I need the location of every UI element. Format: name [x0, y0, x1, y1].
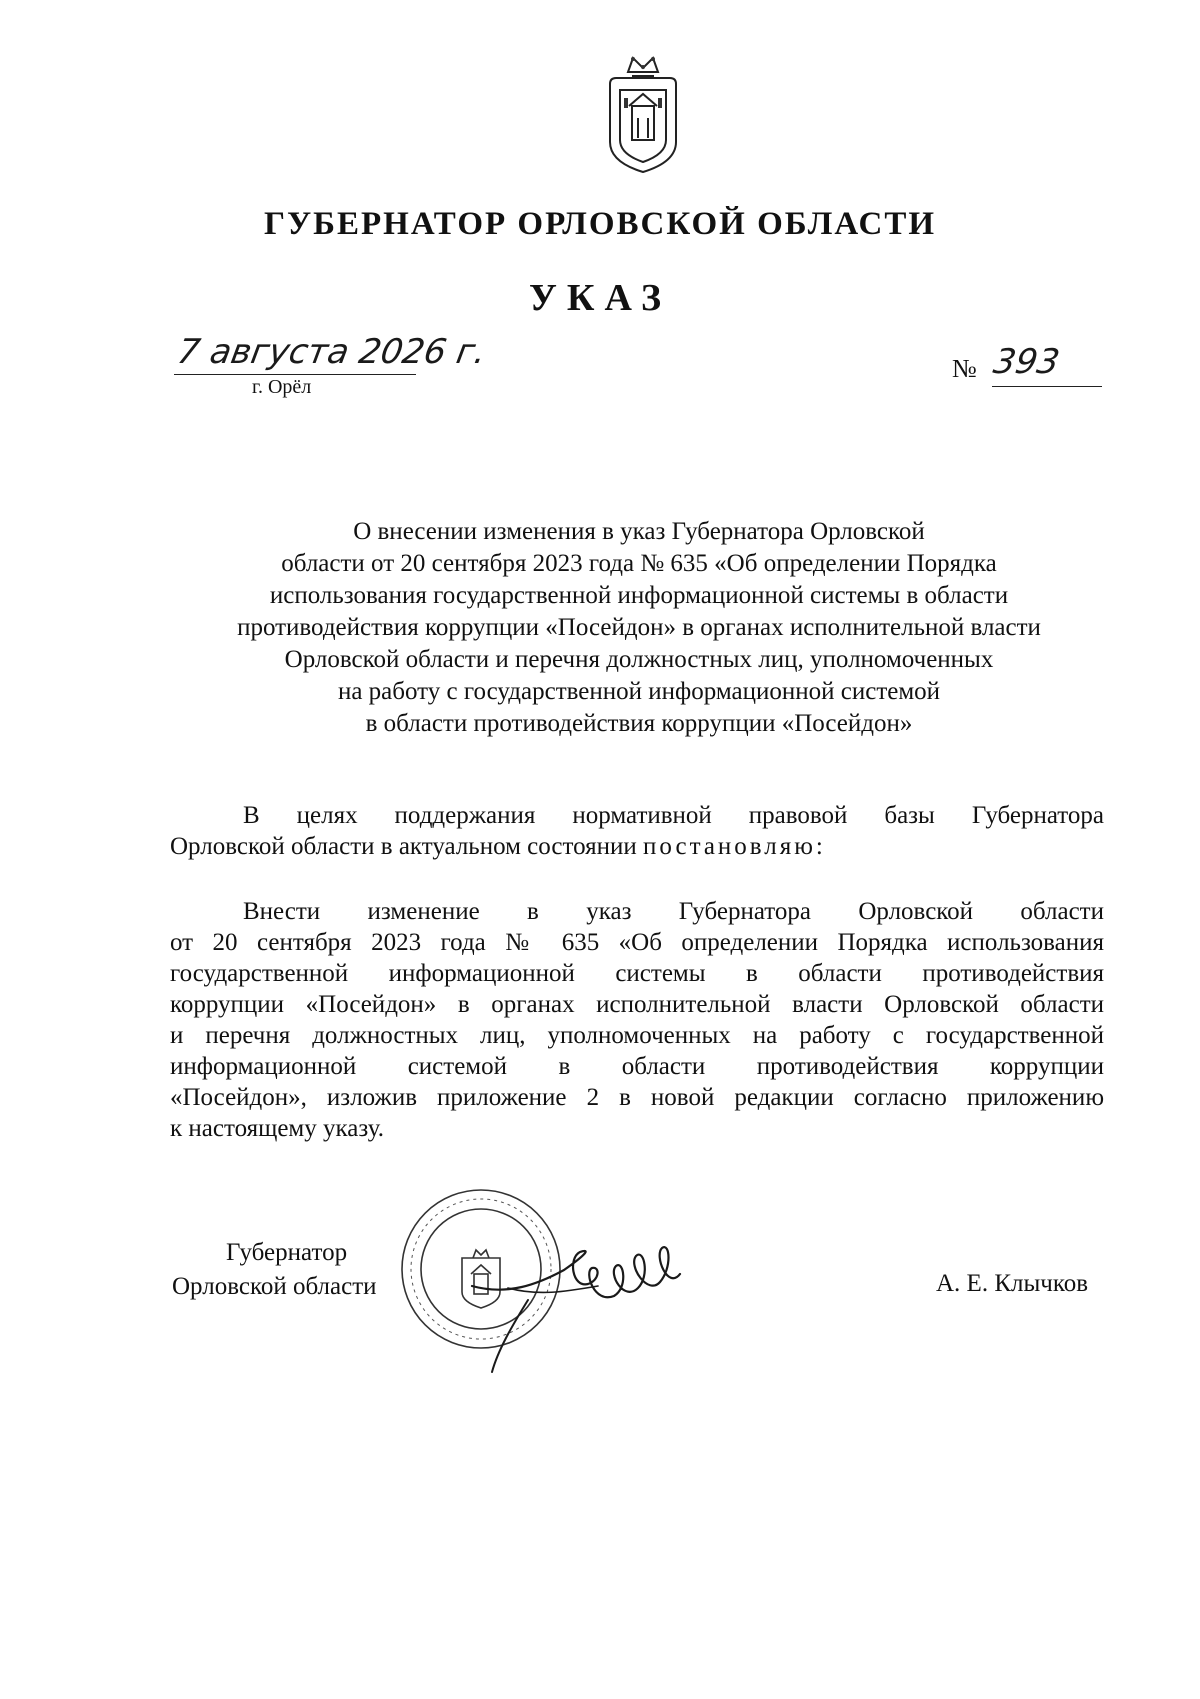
handwritten-signature-icon: [468, 1226, 698, 1376]
signatory-name: А. Е. Клычков: [936, 1270, 1089, 1297]
signatory-position: [172, 1236, 377, 1304]
preamble-text: Орловской области в актуальном состоянии: [170, 833, 637, 860]
operative-line: государственной информационной системы в области противодействия: [170, 960, 1104, 987]
title-line: противодействия коррупции «Посейдон» в органах исполнительной власти: [237, 614, 1041, 641]
document-title: [160, 516, 1118, 740]
title-line: Орловской области и перечня должностных лиц, уполномоченных: [284, 646, 994, 673]
title-line: использования государственной информационной системы в области: [269, 582, 1009, 609]
position-line: Губернатор: [226, 1239, 348, 1266]
date-handwritten: 7 августа 2026 г.: [174, 332, 489, 372]
position-line: Орловской области: [172, 1273, 377, 1300]
document-type: УКАЗ: [529, 277, 671, 319]
operative-line: к настоящему указу.: [170, 1115, 384, 1142]
operative-paragraph: [170, 896, 1104, 1144]
number-handwritten: 393: [990, 342, 1063, 382]
document-city: г. Орёл: [252, 376, 312, 398]
preamble-line: [170, 831, 1104, 862]
decree-word: постановляю:: [643, 833, 826, 860]
date-underline: [174, 374, 416, 375]
title-line: О внесении изменения в указ Губернатора Орловской: [353, 518, 925, 545]
operative-line: и перечня должностных лиц, уполномоченных на работу с государственной: [170, 1022, 1104, 1049]
operative-line: Внести изменение в указ Губернатора Орловской области: [243, 898, 1104, 925]
title-line: на работу с государственной информационной системой: [337, 678, 941, 705]
operative-line: «Посейдон», изложив приложение 2 в новой редакции согласно приложению: [170, 1084, 1104, 1111]
document-number: [952, 342, 1102, 390]
operative-line: коррупции «Посейдон» в органах исполнительной власти Орловской области: [170, 991, 1104, 1018]
preamble-paragraph: [170, 800, 1104, 862]
number-sign: №: [952, 354, 977, 383]
operative-line: от 20 сентября 2023 года № 635 «Об определении Порядка использования: [170, 929, 1104, 956]
number-underline: [992, 386, 1102, 387]
issuer-heading: ГУБЕРНАТОР ОРЛОВСКОЙ ОБЛАСТИ: [263, 206, 937, 242]
document-date: [174, 330, 514, 375]
preamble-line: В целях поддержания нормативной правовой базы Губернатора: [243, 802, 1104, 829]
title-line: области от 20 сентября 2023 года № 635 «Об определении Порядка: [281, 550, 997, 577]
coat-of-arms-icon: [598, 54, 688, 178]
title-line: в области противодействия коррупции «Посейдон»: [365, 710, 913, 737]
operative-line: информационной системой в области противодействия коррупции: [170, 1053, 1104, 1080]
